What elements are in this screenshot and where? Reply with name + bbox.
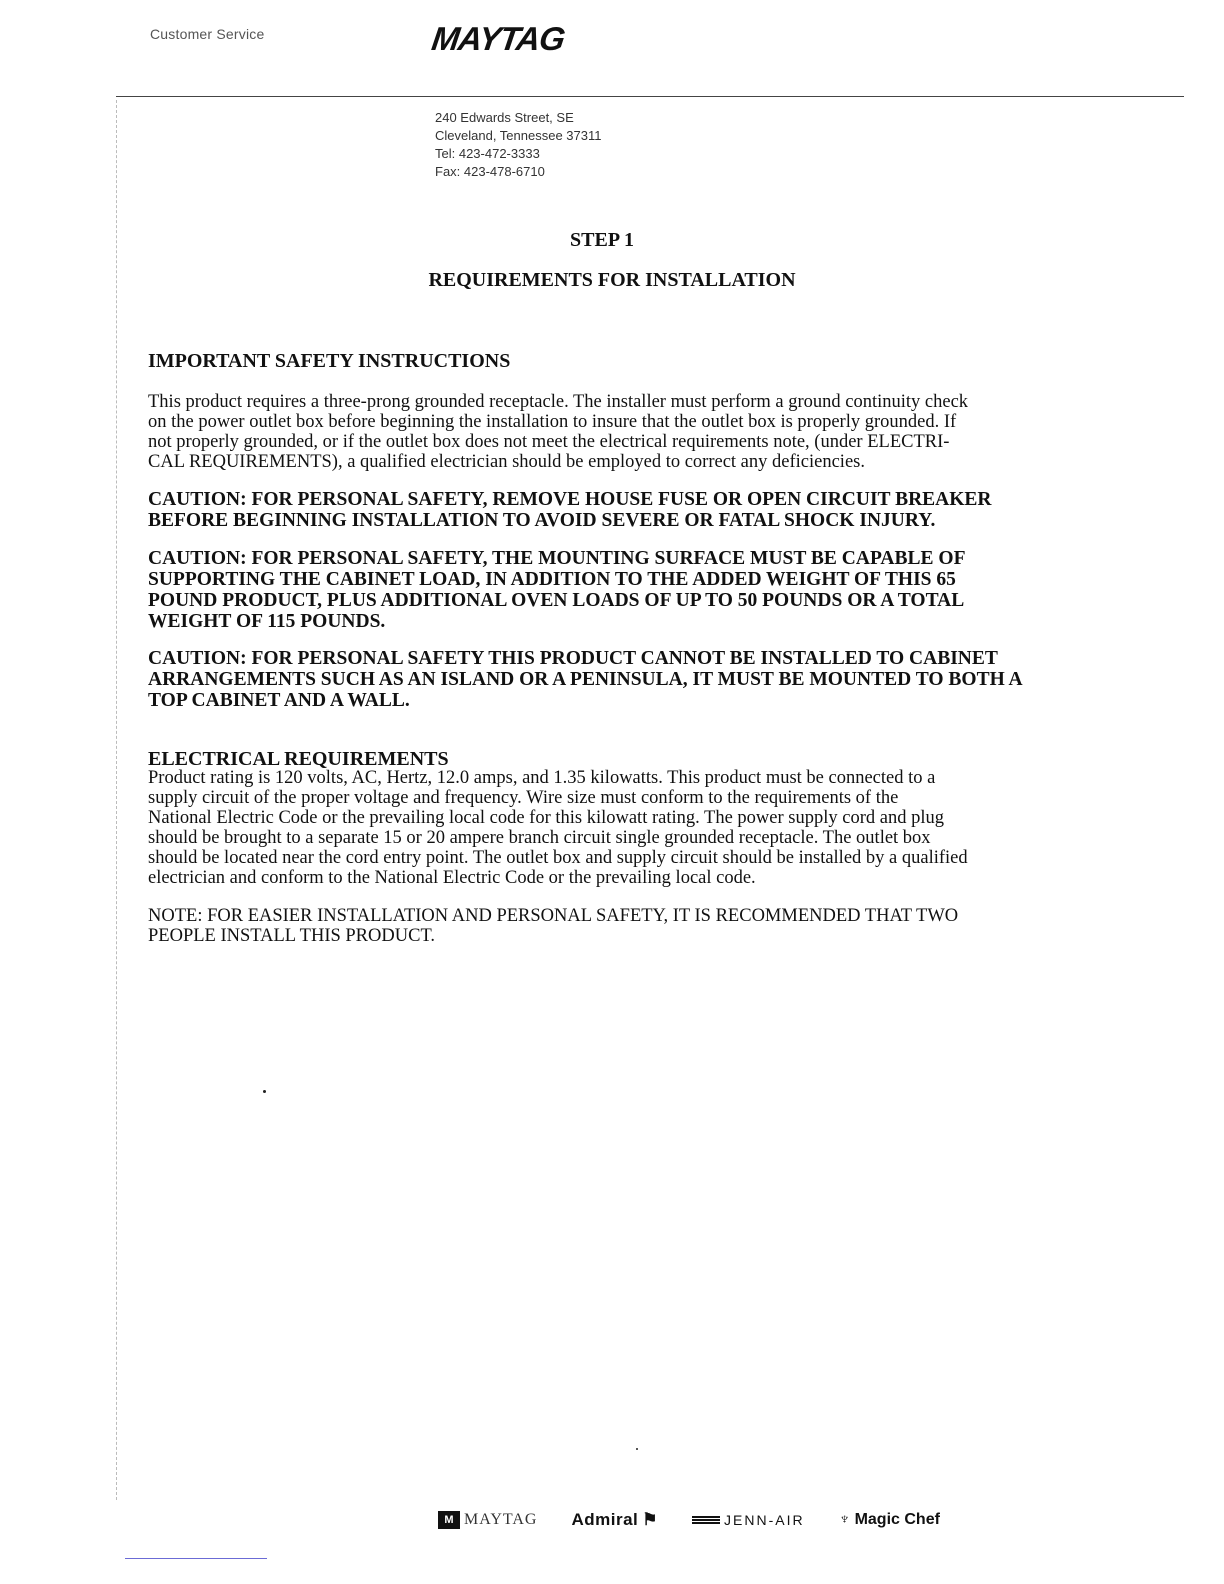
caution-line: CAUTION: FOR PERSONAL SAFETY, REMOVE HOUSE FUSE OR OPEN CIRCUIT BREAKER [148, 489, 992, 510]
step-title: STEP 1 [570, 229, 634, 251]
safety-paragraph [148, 392, 1088, 472]
department-label: Customer Service [150, 26, 265, 42]
note-line: NOTE: FOR EASIER INSTALLATION AND PERSONAL SAFETY, IT IS RECOMMENDED THAT TWO [148, 906, 959, 926]
brand-admiral [571, 1510, 658, 1530]
left-margin-rule [116, 100, 117, 1500]
electrical-line: should be brought to a separate 15 or 20 ampere branch circuit single grounded receptacle. The outlet box [148, 828, 931, 848]
brand-maytag-label: MAYTAG [464, 1511, 538, 1528]
caution-fuse [148, 489, 1088, 531]
scan-speck [263, 1090, 266, 1093]
electrical-line: Product rating is 120 volts, AC, Hertz, 12.0 amps, and 1.35 kilowatts. This product must be connected to a [148, 768, 936, 788]
caution-line: POUND PRODUCT, PLUS ADDITIONAL OVEN LOADS OF UP TO 50 POUNDS OR A TOTAL [148, 590, 965, 611]
jennair-bars-icon [692, 1516, 720, 1524]
maytag-logo: MAYTAG [429, 20, 567, 57]
note-line: PEOPLE INSTALL THIS PRODUCT. [148, 926, 435, 946]
electrical-line: electrician and conform to the National Electric Code or the prevailing local code. [148, 868, 756, 888]
address-street: 240 Edwards Street, SE [435, 110, 574, 125]
brand-jennair-label: JENN-AIR [724, 1512, 805, 1528]
chef-hat-icon: ♆ [838, 1511, 851, 1528]
electrical-heading: ELECTRICAL REQUIREMENTS [148, 748, 449, 770]
safety-line: on the power outlet box before beginning the installation to insure that the outlet box is properly grounded. If [148, 412, 957, 432]
note-paragraph [148, 906, 1088, 946]
bottom-edge-line [125, 1558, 267, 1559]
safety-line: not properly grounded, or if the outlet box does not meet the electrical requirements note, (under ELECTRI- [148, 432, 950, 452]
requirements-title: REQUIREMENTS FOR INSTALLATION [428, 269, 796, 291]
electrical-line: supply circuit of the proper voltage and frequency. Wire size must conform to the requirements of the [148, 788, 899, 808]
caution-line: TOP CABINET AND A WALL. [148, 690, 410, 711]
scan-speck [636, 1448, 638, 1450]
address-city: Cleveland, Tennessee 37311 [435, 128, 602, 143]
caution-line: WEIGHT OF 115 POUNDS. [148, 611, 386, 632]
caution-installation-location [148, 648, 1088, 711]
caution-line: SUPPORTING THE CABINET LOAD, IN ADDITION TO THE ADDED WEIGHT OF THIS 65 [148, 569, 956, 590]
brand-jennair [692, 1512, 805, 1528]
electrical-line: National Electric Code or the prevailing local code for this kilowatt rating. The power supply cord and plug [148, 808, 944, 828]
maytag-mark-icon: M [438, 1511, 460, 1529]
caution-mounting-surface [148, 548, 1088, 632]
caution-line: CAUTION: FOR PERSONAL SAFETY, THE MOUNTING SURFACE MUST BE CAPABLE OF [148, 548, 966, 569]
safety-line: This product requires a three-prong grounded receptacle. The installer must perform a ground continuity check [148, 392, 969, 412]
header-divider [116, 96, 1184, 97]
address-phone: Tel: 423-472-3333 [435, 146, 540, 161]
brand-magicchef [839, 1511, 940, 1529]
caution-line: CAUTION: FOR PERSONAL SAFETY THIS PRODUCT CANNOT BE INSTALLED TO CABINET [148, 648, 998, 669]
address-fax: Fax: 423-478-6710 [435, 164, 545, 179]
safety-line: CAL REQUIREMENTS), a qualified electrician should be employed to correct any deficiencies. [148, 452, 865, 472]
electrical-line: should be located near the cord entry point. The outlet box and supply circuit should be installed by a qualified [148, 848, 968, 868]
caution-line: BEFORE BEGINNING INSTALLATION TO AVOID SEVERE OR FATAL SHOCK INJURY. [148, 510, 936, 531]
brand-magicchef-label: Magic Chef [854, 1511, 940, 1528]
admiral-flag-icon: ⚑ [642, 1510, 659, 1529]
footer-brand-strip [438, 1505, 998, 1535]
safety-heading: IMPORTANT SAFETY INSTRUCTIONS [148, 350, 511, 372]
caution-line: ARRANGEMENTS SUCH AS AN ISLAND OR A PENINSULA, IT MUST BE MOUNTED TO BOTH A [148, 669, 1023, 690]
brand-admiral-label: Admiral [571, 1510, 639, 1529]
brand-maytag [438, 1511, 537, 1529]
address-block [435, 109, 601, 181]
electrical-paragraph [148, 768, 1088, 888]
